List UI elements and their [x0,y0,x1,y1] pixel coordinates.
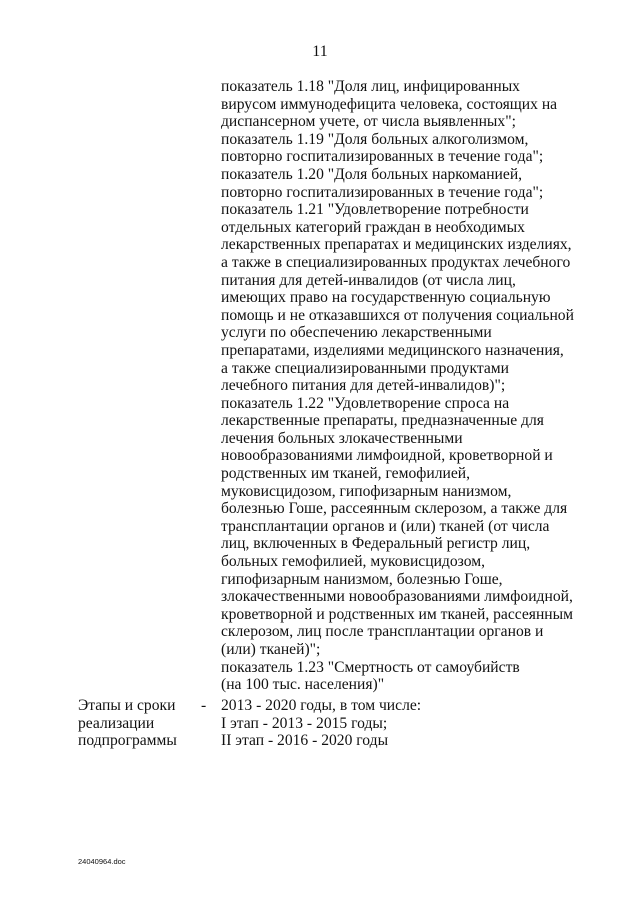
footer-doc-id: 24040964.doc [78,857,126,866]
text-line: болезнью Гоше, рассеянным склерозом, а также для [221,500,568,518]
stages-label-line: подпрограммы [78,732,177,750]
text-line: кроветворной и родственных им тканей, рассеянным [221,605,574,623]
text-line: диспансерном учете, от числа выявленных"; [221,113,516,131]
text-line: помощь и не отказавшихся от получения социальной [221,306,574,324]
text-line: родственных им тканей, гемофилией, [221,465,470,483]
indicators-text [221,78,621,694]
text-line: а также в специализированных продуктах лечебного [221,253,571,271]
text-line: новообразованиями лимфоидной, кроветворной и [221,447,553,465]
stages-value [221,697,421,750]
text-line: лечебного питания для детей-инвалидов)"; [221,377,506,395]
text-line: злокачественными новообразованиями лимфоидной, [221,588,573,606]
text-line: отдельных категорий граждан в необходимых [221,218,525,236]
text-line: питания для детей-инвалидов (от числа лиц, [221,271,516,289]
stages-dash: - [201,697,207,714]
text-line: показатель 1.20 "Доля больных наркоманией, [221,165,523,183]
text-line: показатель 1.23 "Смертность от самоубийств [221,658,520,676]
text-line: склерозом, лиц после трансплантации органов и [221,623,544,641]
text-line: лиц, включенных в Федеральный регистр лиц, [221,535,531,553]
text-line: лекарственных препаратах и медицинских изделиях, [221,236,572,254]
text-line: услуги по обеспечению лекарственными [221,324,492,342]
text-line: больных гемофилией, муковисцидозом, [221,553,485,571]
stages-value-line: 2013 - 2020 годы, в том числе: [221,697,422,714]
stages-label [78,697,177,750]
stages-value-line: II этап - 2016 - 2020 годы [221,732,389,750]
text-line: повторно госпитализированных в течение года"; [221,183,544,201]
page-number: 11 [312,43,328,60]
text-line: имеющих право на государственную социальную [221,289,551,307]
text-line: показатель 1.21 "Удовлетворение потребности [221,201,529,219]
text-line: (на 100 тыс. населения)" [221,676,385,694]
stages-label-line: реализации [78,714,155,732]
text-line: препаратами, изделиями медицинского назначения, [221,341,564,359]
text-line: показатель 1.18 "Доля лиц, инфицированных [221,78,520,95]
text-line: муковисцидозом, гипофизарным нанизмом, [221,482,512,500]
text-line: гипофизарным нанизмом, болезнью Гоше, [221,570,503,588]
text-line: вирусом иммунодефицита человека, состоящих на [221,95,558,113]
text-line: (или) тканей)"; [221,641,321,658]
stages-value-line: I этап - 2013 - 2015 годы; [221,714,388,732]
text-line: показатель 1.19 "Доля больных алкоголизмом, [221,130,529,148]
text-line: лекарственные препараты, предназначенные для [221,412,544,430]
text-line: трансплантации органов и (или) тканей (от числа [221,517,550,535]
text-line: показатель 1.22 "Удовлетворение спроса на [221,394,510,412]
stages-label-line: Этапы и сроки [78,697,176,714]
text-line: лечения больных злокачественными [221,429,463,447]
text-line: а также специализированными продуктами [221,359,509,377]
text-line: повторно госпитализированных в течение года"; [221,148,544,166]
